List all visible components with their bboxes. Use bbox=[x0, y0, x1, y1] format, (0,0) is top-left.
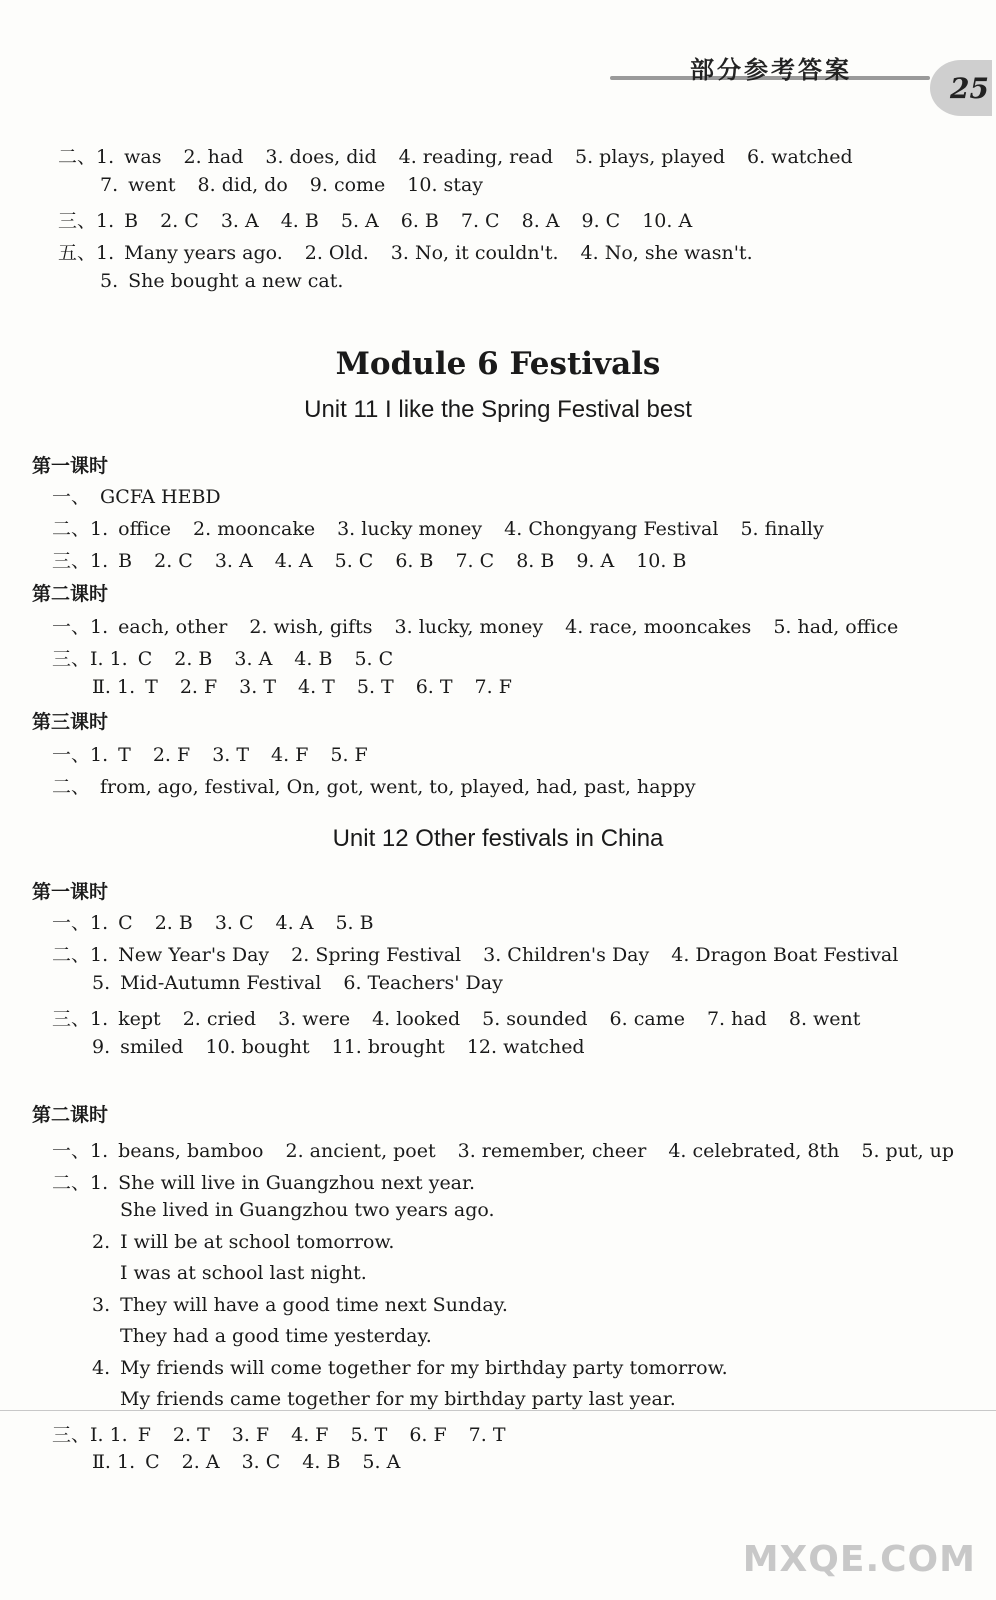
answer-item: 5. A bbox=[340, 210, 379, 232]
answer-item: 2. F bbox=[152, 744, 191, 766]
answer-item: 4. B bbox=[280, 210, 319, 232]
answer-item: beans, bamboo bbox=[118, 1140, 264, 1162]
answer-item: Mid-Autumn Festival bbox=[120, 972, 322, 994]
answer-item: 7. T bbox=[468, 1423, 506, 1446]
answer-item: Many years ago. bbox=[124, 242, 283, 264]
answer-item: 2. B bbox=[154, 912, 193, 934]
answer-item: 2. mooncake bbox=[193, 518, 316, 540]
answer-line bbox=[92, 972, 525, 994]
answer-item: 3. A bbox=[234, 648, 273, 670]
answer-item: kept bbox=[118, 1008, 161, 1030]
answer-line bbox=[120, 1325, 454, 1347]
answer-item: 4. A bbox=[275, 912, 314, 934]
answer-item: 2. cried bbox=[182, 1008, 257, 1030]
answer-line bbox=[100, 174, 505, 196]
answer-item: 3. lucky money bbox=[337, 518, 483, 540]
answer-line bbox=[120, 1262, 389, 1284]
answer-label: 7. bbox=[100, 174, 119, 196]
answer-item: 4. celebrated, 8th bbox=[668, 1140, 840, 1162]
answer-item: 4. race, mooncakes bbox=[565, 616, 752, 638]
answer-label: 三、1. bbox=[58, 210, 115, 232]
answer-line bbox=[52, 612, 920, 639]
page-number: 25 bbox=[950, 72, 989, 105]
answer-item: 5. F bbox=[330, 744, 368, 766]
answer-line bbox=[92, 676, 534, 698]
answer-item: 4. B bbox=[302, 1451, 341, 1473]
answer-item: 9. come bbox=[309, 174, 386, 196]
answer-item: 8. B bbox=[516, 550, 555, 572]
answer-line bbox=[52, 644, 415, 671]
answer-item: 3. Children's Day bbox=[483, 944, 650, 966]
answer-item: 12. watched bbox=[466, 1036, 585, 1058]
answer-item: 3. C bbox=[214, 912, 254, 934]
answer-item: T bbox=[118, 744, 131, 766]
answer-item: 3. A bbox=[220, 210, 259, 232]
answer-line bbox=[58, 206, 714, 233]
answer-item: 8. did, do bbox=[197, 174, 288, 196]
answer-item: 4. F bbox=[291, 1423, 329, 1446]
u12-lesson1-heading: 第一课时 bbox=[32, 881, 109, 903]
answer-line bbox=[92, 1451, 422, 1473]
answer-item: 4. F bbox=[271, 744, 309, 766]
answer-line bbox=[52, 740, 390, 767]
answer-item: 4. No, she wasn't. bbox=[580, 242, 753, 264]
answer-label: 三、1. bbox=[52, 550, 109, 572]
answer-item: 10. B bbox=[636, 550, 687, 572]
answer-line bbox=[92, 1231, 416, 1253]
answer-item: 2. T bbox=[172, 1423, 210, 1446]
answer-item: They will have a good time next Sunday. bbox=[120, 1293, 508, 1316]
answer-item: GCFA HEBD bbox=[100, 486, 221, 508]
answer-item: T bbox=[145, 676, 158, 698]
answer-item: each, other bbox=[118, 616, 228, 638]
answer-item: 5. plays, played bbox=[575, 146, 726, 168]
answer-item: 2. C bbox=[154, 550, 193, 572]
answer-label: 5. bbox=[92, 972, 111, 994]
u11-lesson3-heading: 第三课时 bbox=[32, 711, 109, 733]
answer-item: 2. Old. bbox=[304, 242, 369, 264]
answer-item: She bought a new cat. bbox=[128, 270, 344, 292]
answer-line bbox=[58, 142, 875, 169]
answer-item: 2. wish, gifts bbox=[249, 616, 373, 638]
answer-item: 3. lucky, money bbox=[394, 616, 544, 638]
answer-item: 8. went bbox=[788, 1008, 861, 1030]
answer-line bbox=[52, 514, 846, 541]
answer-item: My friends came together for my birthday party last year. bbox=[120, 1388, 676, 1410]
answer-item: 5. T bbox=[350, 1423, 388, 1446]
answer-line bbox=[52, 482, 243, 509]
unit-11-title: Unit 11 I like the Spring Festival best bbox=[304, 396, 692, 423]
answer-item: 5. C bbox=[334, 550, 374, 572]
answer-item: C bbox=[145, 1451, 160, 1473]
answer-label: 一、1. bbox=[52, 616, 109, 638]
u12-lesson2-heading: 第二课时 bbox=[32, 1104, 109, 1126]
answer-item: 3. C bbox=[241, 1451, 281, 1473]
answer-label: 三、Ⅰ. 1. bbox=[52, 1423, 128, 1446]
answer-item: 7. F bbox=[474, 676, 512, 698]
answer-label: 五、1. bbox=[58, 242, 115, 264]
answer-item: 5. put, up bbox=[861, 1140, 955, 1162]
answer-item: C bbox=[137, 648, 153, 670]
answer-item: 4. Chongyang Festival bbox=[504, 518, 719, 540]
answer-item: 6. Teachers' Day bbox=[343, 972, 503, 994]
unit-12-title: Unit 12 Other festivals in China bbox=[332, 825, 664, 852]
answer-item: 2. A bbox=[181, 1451, 220, 1473]
answer-item: 6. F bbox=[409, 1423, 447, 1446]
answer-item: smiled bbox=[120, 1036, 184, 1058]
answer-line bbox=[92, 1036, 607, 1058]
answer-item: 6. B bbox=[395, 550, 434, 572]
answer-label: Ⅱ. 1. bbox=[92, 1451, 136, 1473]
answer-item: 2. B bbox=[174, 648, 213, 670]
answer-line bbox=[52, 1136, 976, 1163]
answer-item: office bbox=[118, 518, 172, 540]
answer-item: 7. C bbox=[455, 550, 495, 572]
answer-item: 7. had bbox=[706, 1008, 767, 1030]
answer-item: 9. C bbox=[581, 210, 621, 232]
answer-item: F bbox=[137, 1423, 151, 1446]
answer-label: 2. bbox=[92, 1230, 111, 1253]
answer-item: 6. T bbox=[415, 676, 453, 698]
answer-label: 5. bbox=[100, 270, 119, 292]
page-header bbox=[0, 0, 996, 120]
answer-line bbox=[58, 238, 775, 265]
answer-item: They had a good time yesterday. bbox=[120, 1325, 432, 1347]
answer-line bbox=[52, 1004, 882, 1031]
answer-line bbox=[52, 908, 396, 935]
answer-item: 3. were bbox=[278, 1008, 351, 1030]
divider-line bbox=[0, 1410, 996, 1411]
answer-item: 11. brought bbox=[331, 1036, 445, 1058]
answer-item: 5. T bbox=[356, 676, 394, 698]
answer-line bbox=[52, 1420, 528, 1447]
answer-item: 3. T bbox=[239, 676, 277, 698]
answer-line bbox=[52, 772, 718, 799]
answer-label: 三、1. bbox=[52, 1008, 109, 1030]
answer-label: 4. bbox=[92, 1356, 111, 1379]
answer-line bbox=[120, 1388, 698, 1410]
answer-item: 2. F bbox=[179, 676, 218, 698]
answer-item: 3. A bbox=[214, 550, 253, 572]
answer-item: 4. looked bbox=[372, 1008, 461, 1030]
answer-line bbox=[92, 1294, 530, 1316]
answer-label: 一、1. bbox=[52, 1140, 109, 1162]
answer-label: 三、Ⅰ. 1. bbox=[52, 648, 128, 670]
answer-item: 7. C bbox=[460, 210, 500, 232]
answer-item: My friends will come together for my birthday party tomorrow. bbox=[120, 1356, 728, 1379]
answer-item: 3. F bbox=[231, 1423, 270, 1446]
answer-item: I will be at school tomorrow. bbox=[120, 1230, 395, 1253]
answer-label: 3. bbox=[92, 1293, 111, 1316]
u11-lesson1-heading: 第一课时 bbox=[32, 455, 109, 477]
answer-label: 一、1. bbox=[52, 744, 109, 766]
answer-item: B bbox=[118, 550, 133, 572]
answer-item: 10. stay bbox=[407, 174, 483, 196]
answer-item: 6. watched bbox=[747, 146, 853, 168]
answer-item: 4. B bbox=[294, 648, 333, 670]
answer-item: She lived in Guangzhou two years ago. bbox=[120, 1199, 495, 1221]
answer-item: 5. sounded bbox=[482, 1008, 588, 1030]
answer-item: 4. A bbox=[274, 550, 313, 572]
answer-item: B bbox=[124, 210, 139, 232]
answer-item: 9. A bbox=[576, 550, 615, 572]
answer-item: 2. C bbox=[160, 210, 199, 232]
answer-item: 5. B bbox=[335, 912, 374, 934]
answer-line bbox=[52, 1168, 497, 1195]
answer-item: 6. B bbox=[400, 210, 439, 232]
answer-item: 2. Spring Festival bbox=[291, 944, 462, 966]
answer-item: She will live in Guangzhou next year. bbox=[118, 1171, 476, 1194]
answer-item: from, ago, festival, On, got, went, to, played, had, past, happy bbox=[100, 776, 696, 798]
answer-item: 5. had, office bbox=[773, 616, 899, 638]
answer-item: 4. T bbox=[298, 676, 335, 698]
answer-label: 二、1. bbox=[52, 1171, 109, 1194]
answer-line bbox=[52, 546, 708, 573]
answer-line bbox=[100, 270, 365, 292]
header-title: 部分参考答案 bbox=[690, 56, 852, 84]
answer-item: 3. does, did bbox=[265, 146, 377, 168]
answer-item: 5. finally bbox=[740, 518, 824, 540]
answer-item: 8. A bbox=[521, 210, 560, 232]
answer-item: 10. bought bbox=[205, 1036, 310, 1058]
u11-lesson2-heading: 第二课时 bbox=[32, 583, 109, 605]
answer-item: 3. T bbox=[212, 744, 250, 766]
answer-line bbox=[120, 1199, 517, 1221]
answer-item: 2. had bbox=[183, 146, 244, 168]
answer-label: 一、 bbox=[52, 486, 91, 508]
answer-item: 4. reading, read bbox=[398, 146, 553, 168]
answer-item: 3. No, it couldn't. bbox=[390, 242, 559, 264]
answer-item: 4. Dragon Boat Festival bbox=[671, 944, 899, 966]
answer-item: I was at school last night. bbox=[120, 1262, 367, 1284]
answer-item: New Year's Day bbox=[118, 944, 270, 966]
answer-label: 二、1. bbox=[58, 146, 115, 168]
answer-label: 二、1. bbox=[52, 518, 109, 540]
watermark: MXQE.COM bbox=[742, 1539, 976, 1580]
answer-label: 一、1. bbox=[52, 912, 109, 934]
answer-item: 6. came bbox=[609, 1008, 685, 1030]
answer-item: 10. A bbox=[642, 210, 693, 232]
answer-line bbox=[92, 1357, 750, 1379]
answer-label: 二、1. bbox=[52, 944, 109, 966]
answer-label: 二、 bbox=[52, 776, 91, 798]
answer-line bbox=[52, 940, 920, 967]
answer-item: 5. A bbox=[362, 1451, 401, 1473]
answer-item: went bbox=[128, 174, 176, 196]
answer-item: 5. C bbox=[354, 648, 394, 670]
answer-label: Ⅱ. 1. bbox=[92, 676, 136, 698]
answer-item: 3. remember, cheer bbox=[457, 1140, 647, 1162]
answer-item: was bbox=[124, 146, 162, 168]
module-title: Module 6 Festivals bbox=[335, 346, 661, 382]
answer-label: 9. bbox=[92, 1036, 111, 1058]
answer-item: 2. ancient, poet bbox=[285, 1140, 436, 1162]
answer-item: C bbox=[118, 912, 133, 934]
